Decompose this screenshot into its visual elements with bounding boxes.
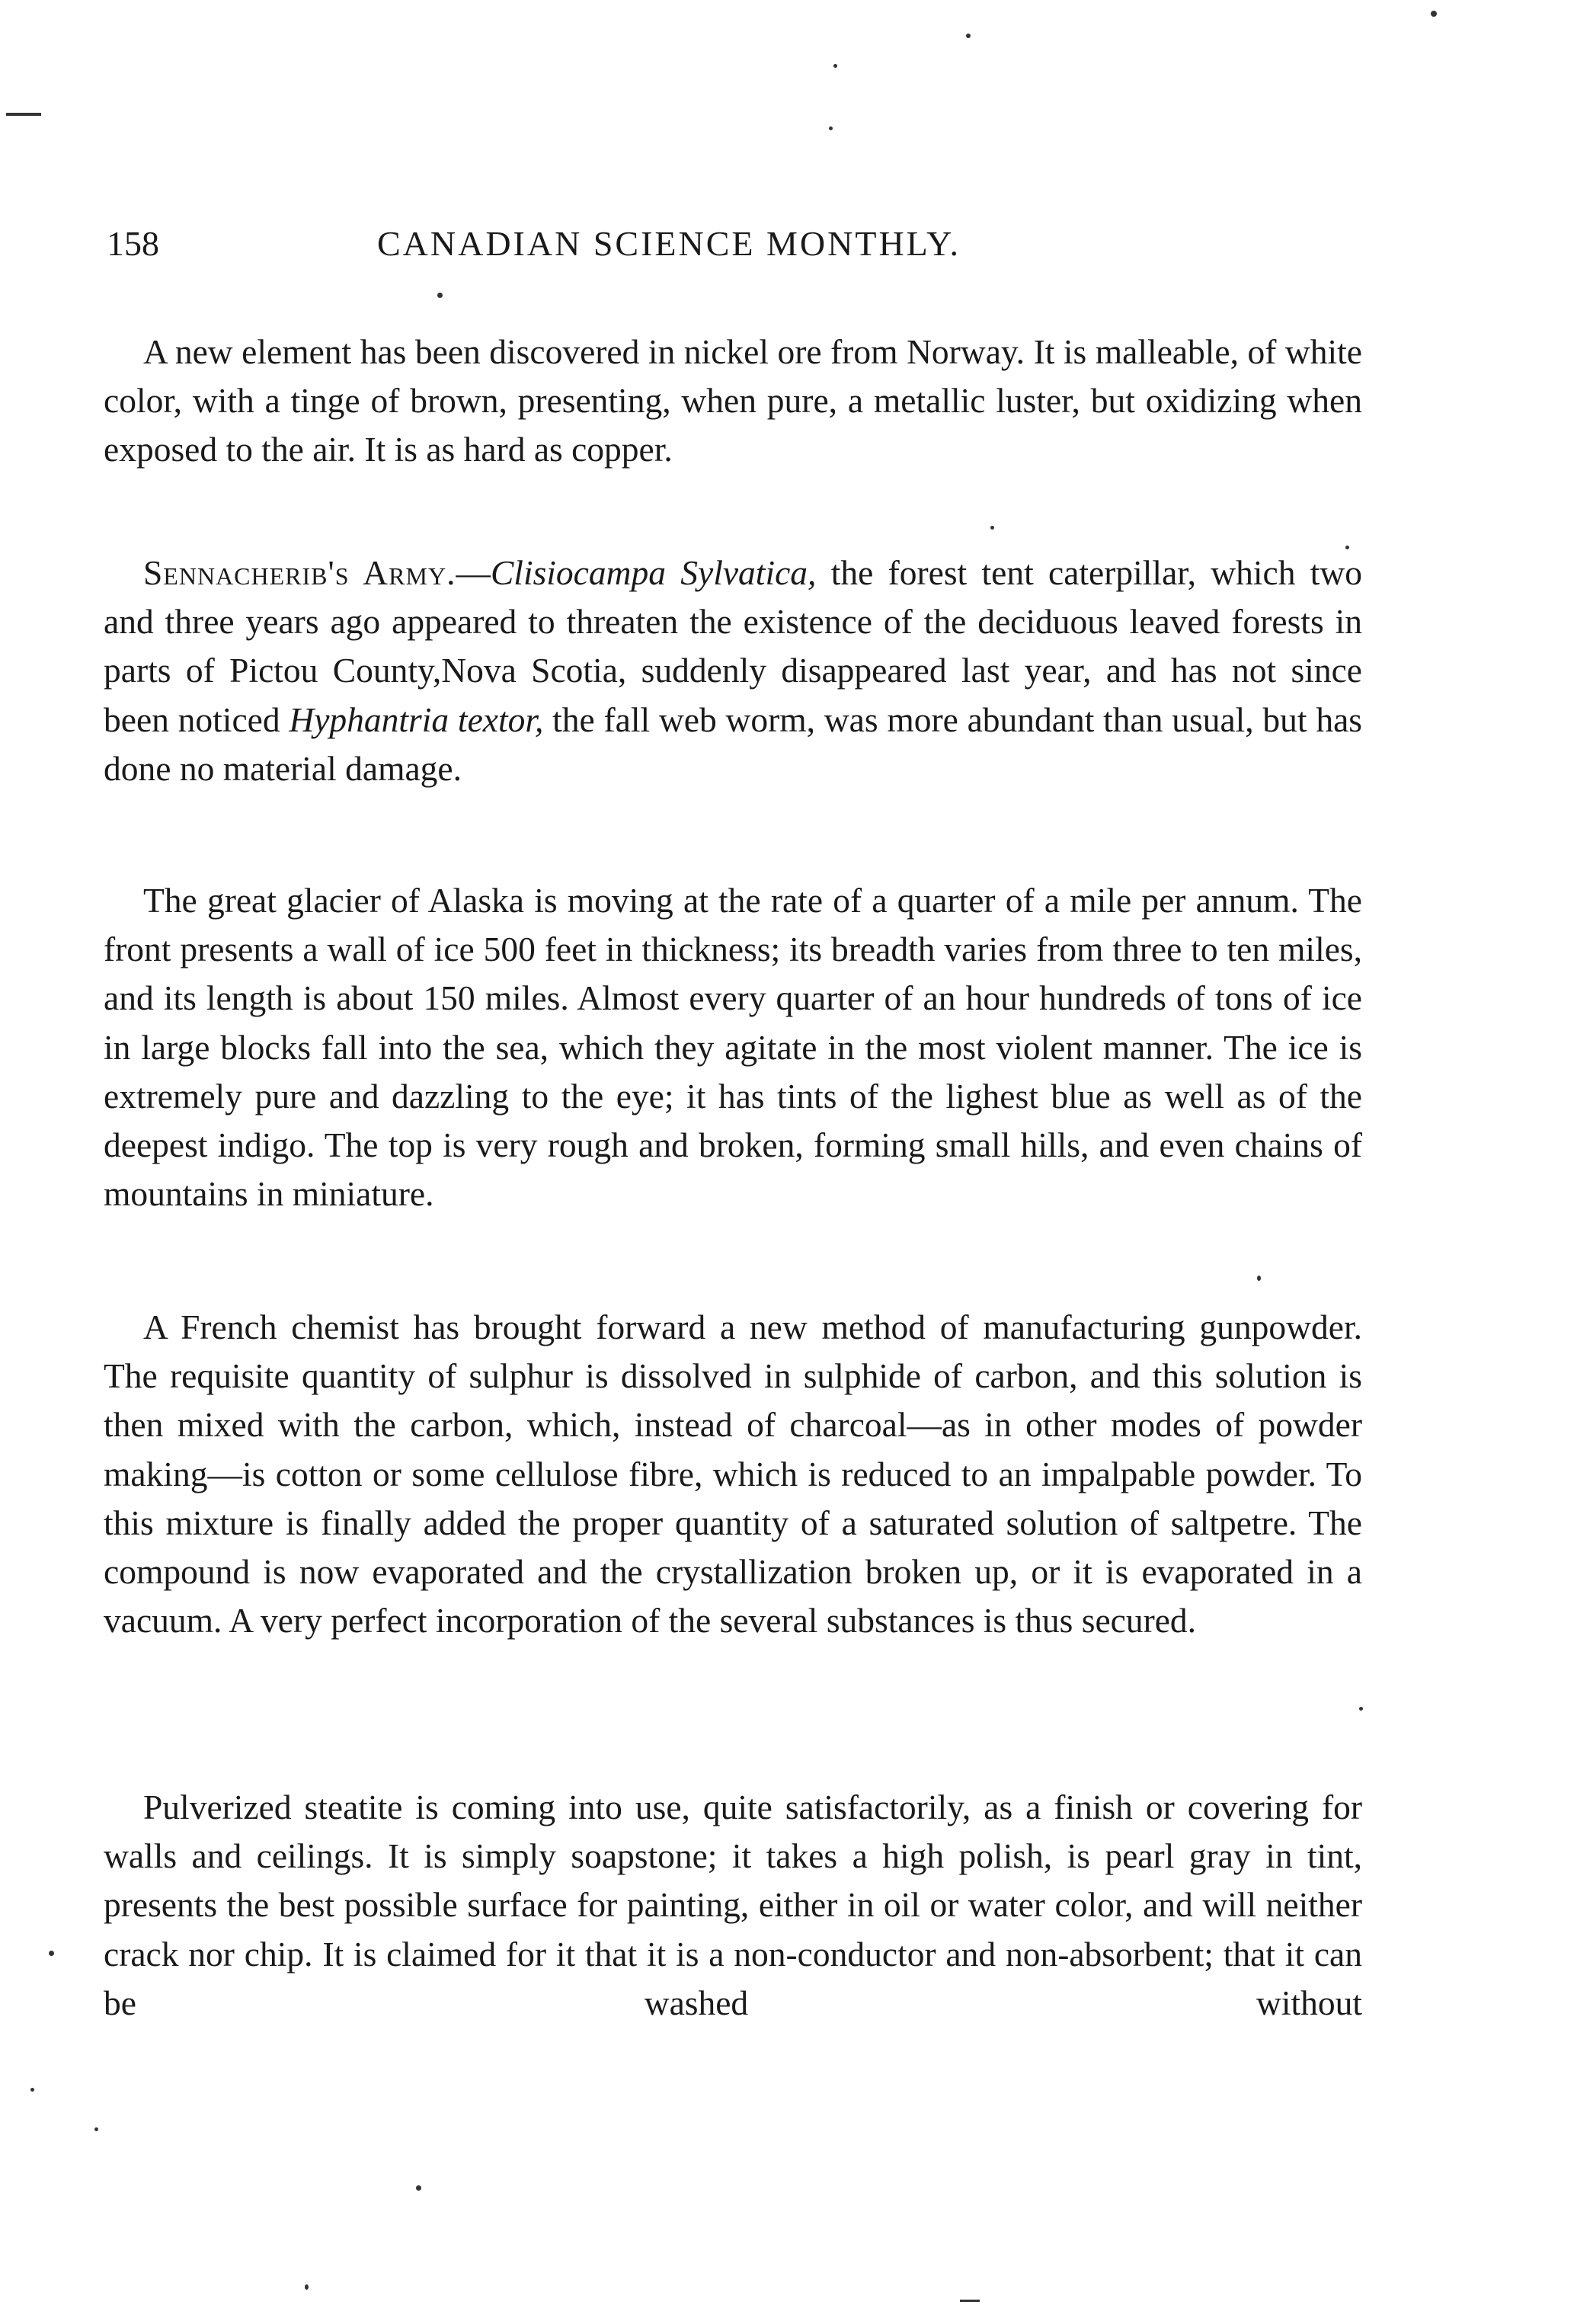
species-name: Hyphantria textor, bbox=[289, 699, 544, 739]
paragraph-gunpowder-method: A French chemist has brought forward a new method of manufacturing gunpowder. The requisite quantity of sulphur is dissolved in sulphide of carbon, and this solution is then mixed with the carbon, which, instead of charcoal—as in other modes of powder making—is cotton or some cellulose fibre, which is reduced to an impalpable powder. To this mixture is finally added the proper quantity of a saturated solution of saltpetre. The compound is now evaporated and the crystallization broken up, or it is evaporated in a vacuum. A very perfect incorporation of the several substances is thus secured. bbox=[104, 1308, 1362, 1641]
scan-speck bbox=[1257, 1276, 1261, 1281]
margin-mark bbox=[6, 113, 41, 116]
scan-speck bbox=[1431, 11, 1437, 17]
running-header bbox=[107, 221, 1402, 282]
species-name: Clisiocampa Sylvatica, bbox=[490, 553, 817, 592]
scan-speck bbox=[829, 126, 833, 130]
margin-mark bbox=[960, 2300, 980, 2302]
scan-speck bbox=[966, 34, 971, 38]
page-number: 158 bbox=[107, 224, 159, 263]
scan-speck bbox=[416, 2185, 421, 2191]
scan-speck bbox=[1359, 1707, 1363, 1711]
scan-speck bbox=[49, 1951, 54, 1956]
scan-speck bbox=[437, 293, 443, 298]
heading-dash: — bbox=[456, 553, 491, 592]
scan-speck bbox=[833, 64, 837, 68]
paragraph-sennacherib-army bbox=[104, 549, 1362, 793]
section-heading: Sennacherib's Army. bbox=[143, 553, 456, 592]
running-title: CANADIAN SCIENCE MONTHLY. bbox=[377, 224, 961, 263]
paragraph-text: the forest tent caterpillar, which two and three years ago appeared to threaten the existence of the deciduous leaved forests in parts of Pictou County,Nova Scotia, suddenly disappeared last year, and has not since been noticed bbox=[104, 553, 1363, 739]
paragraph-steatite: Pulverized steatite is coming into use, quite satisfactorily, as a finish or covering for walls and ceilings. It is simply soapstone; it takes a high polish, is pearl gray in tint, presents the best possible surface for painting, either in oil or water color, and will neither crack nor chip. It is claimed for it that it is a non-conductor and non-absorbent; that it can be washed without bbox=[104, 1788, 1362, 2022]
paragraph-text: the fall web worm, was more abundant than usual, but has done no material damage. bbox=[104, 699, 1362, 788]
paragraph-nickel-element: A new element has been discovered in nickel ore from Norway. It is malleable, of white color, with a tinge of brown, presenting, when pure, a metallic luster, but oxidizing when exposed to the air. It is as hard as copper. bbox=[104, 332, 1362, 469]
scan-speck bbox=[94, 2127, 98, 2131]
scan-speck bbox=[305, 2284, 309, 2290]
scan-speck bbox=[990, 526, 994, 530]
scan-speck bbox=[30, 2088, 34, 2092]
paragraph-alaska-glacier: The great glacier of Alaska is moving at the rate of a quarter of a mile per annum. The front presents a wall of ice 500 feet in thickness; its breadth varies from three to ten miles, and its length is about 150 miles. Almost every quarter of an hour hundreds of tons of ice in large blocks fall into the sea, which they agitate in the most violent manner. The ice is extremely pure and dazzling to the eye; it has tints of the lighest blue as well as of the deepest indigo. The top is very rough and broken, forming small hills, and even chains of mountains in miniature. bbox=[104, 881, 1362, 1214]
